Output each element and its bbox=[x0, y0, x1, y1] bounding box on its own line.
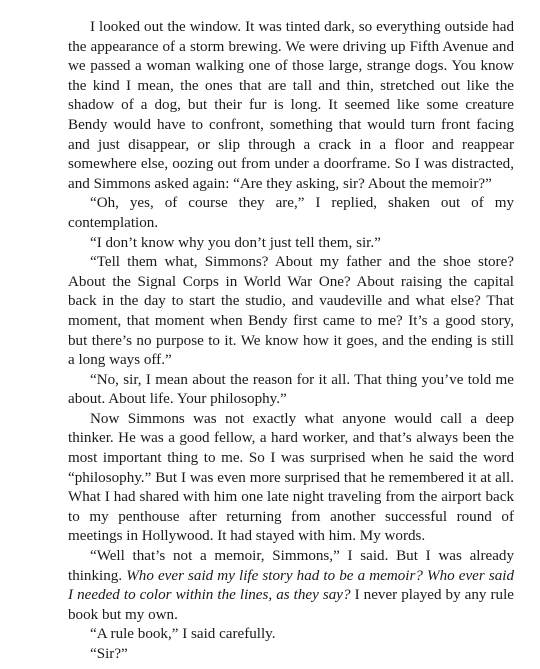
book-page-text bbox=[68, 18, 514, 665]
paragraph-reason-for-it-all: “No, sir, I mean about the reason for it all. That thing you’ve told me about. About life. Your philosophy.” bbox=[68, 371, 514, 408]
memoir-text-before: “Well that’s not a memoir, Simmons,” I said. But I was already thinking. bbox=[68, 548, 514, 584]
paragraph-not-a-memoir bbox=[68, 547, 514, 625]
memoir-text-after: I never played by any rule book but my own. bbox=[68, 587, 514, 623]
paragraph-rule-book: “A rule book,” I said carefully. bbox=[90, 626, 276, 643]
paragraph-reply-contemplation: “Oh, yes, of course they are,” I replied, shaken out of my contemplation. bbox=[68, 195, 514, 231]
paragraph-tell-them-what: “Tell them what, Simmons? About my father and the shoe store? About the Signal Corps in World War One? About raising the capital back in the day to start the studio, and vaudeville and what else? That moment, that moment when Bendy first came to me? It’s a good story, but there’s no purpose to it. We know how it goes, and the ending is still a long ways off.” bbox=[68, 254, 514, 369]
paragraph-simmons-tell-them: “I don’t know why you don’t just tell them, sir.” bbox=[90, 234, 381, 251]
paragraph-window-dogs: I looked out the window. It was tinted dark, so everything outside had the appearance of a storm brewing. We were driving up Fifth Avenue and we passed a woman walking one of those large, strange dogs. You know the kind I mean, the ones that are tall and thin, stretched out like the shadow of a dog, but their fur is long. It seemed like some creature Bendy would have to confront, something that would turn front facing and just disappear, or slip through a crack in a floor and reappear somewhere else, oozing out from under a doorframe. So I was distracted, and Simmons asked again: “Are they asking, sir? About the memoir?” bbox=[68, 19, 514, 192]
paragraph-simmons-deep-thinker: Now Simmons was not exactly what anyone would call a deep thinker. He was a good fellow, a hard worker, and that’s always been the most important thing to me. So I was surprised when he said the word “philosophy.” But I was even more surprised that he remembered it at all. What I had shared with him one late night traveling from the airport back to my penthouse after returning from another successful round of meetings in Hollywood. It had stayed with him. My words. bbox=[68, 410, 514, 545]
memoir-text-italic: Who ever said my life story had to be a memoir? Who ever said I needed to color within the lines, as they say? bbox=[68, 567, 514, 604]
paragraph-sir: “Sir?” bbox=[90, 646, 128, 662]
